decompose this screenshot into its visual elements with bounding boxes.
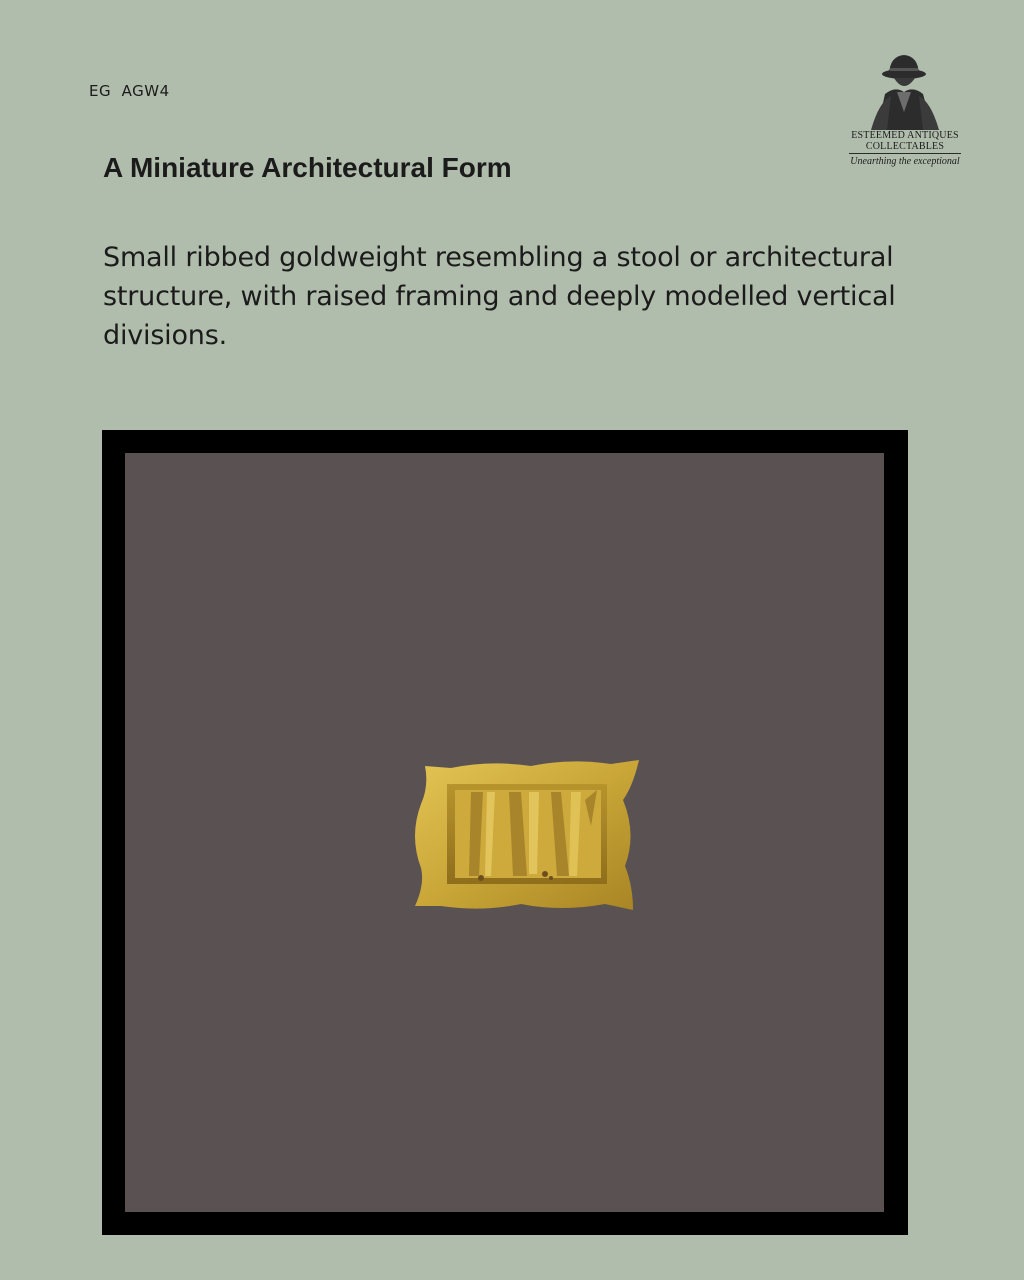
item-description: Small ribbed goldweight resembling a stool or architectural structure, with raised framing and deeply modelled vertical divisions. — [103, 242, 896, 351]
goldweight-image — [411, 756, 641, 916]
item-code: EG AGW4 — [89, 82, 170, 100]
logo-divider — [849, 153, 961, 154]
photo-frame — [102, 430, 908, 1235]
brand-logo — [845, 50, 965, 175]
brand-name-line1: ESTEEMED ANTIQUES — [851, 130, 959, 141]
brand-name-line2: COLLECTABLES — [865, 141, 945, 152]
brand-tagline: Unearthing the exceptional — [850, 156, 960, 167]
product-photo — [125, 453, 884, 1212]
detective-figure-icon — [857, 50, 953, 130]
page-title: A Miniature Architectural Form — [103, 152, 512, 183]
